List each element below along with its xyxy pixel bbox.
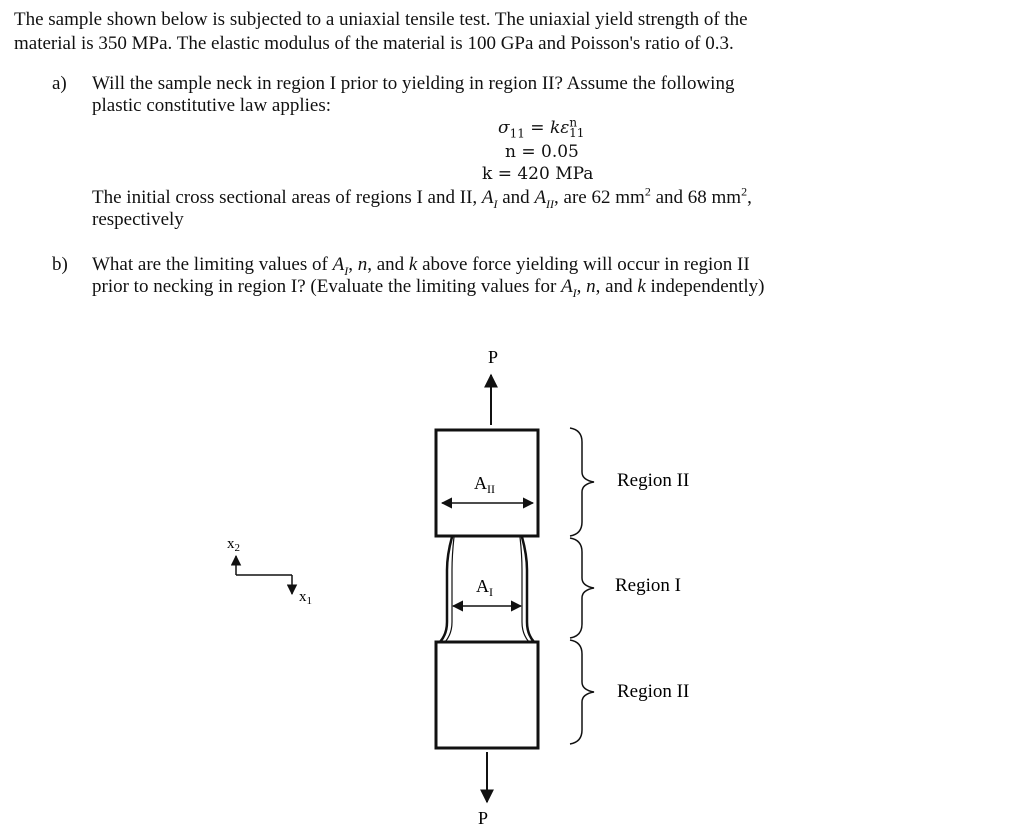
area-ii-label: $A_{II}$ xyxy=(474,473,495,496)
neck-right-edge xyxy=(522,537,534,642)
region-label-bottom: Region II xyxy=(617,681,690,702)
axis-x2-label: $x_2$ xyxy=(227,536,240,554)
part-a-question xyxy=(92,73,1007,117)
problem-intro xyxy=(14,8,1014,56)
brace-region-ii-top xyxy=(570,428,594,536)
equation-k: k = 420 MPa xyxy=(482,164,594,184)
force-label-bottom: P xyxy=(478,808,489,828)
brace-region-i xyxy=(570,538,594,638)
intro-line-2: material is 350 MPa. The elastic modulus of the material is 100 GPa and Poisson's ratio of 0.3. xyxy=(14,33,734,54)
neck-left-edge xyxy=(440,537,452,642)
force-label-top: P xyxy=(488,347,499,367)
part-b-label: b) xyxy=(52,254,68,275)
areas-line-1: The initial cross sectional areas of regions I and II, $A_I$ and $A_{II}$, are 62 $mm^2$ and 68 $mm^2$, xyxy=(92,184,752,211)
tensile-specimen-figure xyxy=(0,330,1024,830)
part-b-question xyxy=(92,254,1007,298)
intro-line-1: The sample shown below is subjected to a uniaxial tensile test. The uniaxial yield strength of the xyxy=(14,9,748,30)
equation-n: n = 0.05 xyxy=(505,142,579,162)
axis-x1-label: $x_1$ xyxy=(299,589,312,607)
area-i-label: $A_I$ xyxy=(476,576,493,599)
part-a-line-2: plastic constitutive law applies: xyxy=(92,95,332,116)
part-b-line-2: prior to necking in region I? (Evaluate the limiting values for $A_I$, n, and k independently) xyxy=(92,276,765,300)
region-ii-bottom-block xyxy=(436,642,538,748)
region-label-top: Region II xyxy=(617,470,690,491)
region-label-mid: Region I xyxy=(615,575,681,596)
part-b-line-1: What are the limiting values of $A_I$, n, and k above force yielding will occur in region II xyxy=(92,254,750,278)
part-a-line-1: Will the sample neck in region I prior to yielding in region II? Assume the following xyxy=(92,73,735,94)
part-a-label: a) xyxy=(52,73,67,94)
equation-constitutive: $\sigma_{11} = k\varepsilon^n_{11}$ xyxy=(498,115,585,141)
brace-region-ii-bottom xyxy=(570,640,594,744)
areas-line-2: respectively xyxy=(92,209,184,230)
